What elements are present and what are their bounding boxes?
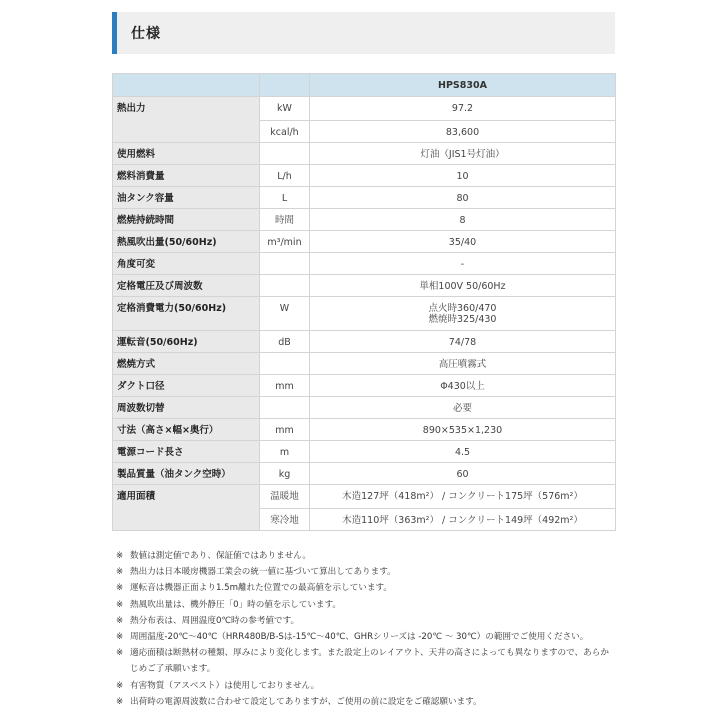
table-row <box>113 165 616 187</box>
note-text: 出荷時の電源周波数に合わせて設定してありますが、ご使用の前に設定をご確認願います。 <box>130 696 482 707</box>
row-item-label: 運転音(50/60Hz) <box>113 331 260 353</box>
header-blank <box>260 74 310 97</box>
section-header <box>112 12 615 54</box>
row-item-label: 角度可変 <box>113 253 260 275</box>
table-row <box>113 375 616 397</box>
note-item <box>116 678 616 694</box>
row-unit: L/h <box>260 165 310 187</box>
table-header-row <box>113 74 616 97</box>
note-item <box>116 629 616 645</box>
row-item-label: 電源コード長さ <box>113 441 260 463</box>
note-text: 有害物質（アスベスト）は使用しておりません。 <box>130 680 320 691</box>
row-unit: 温暖地 <box>260 485 310 509</box>
table-row <box>113 253 616 275</box>
row-value: 35/40 <box>310 231 616 253</box>
row-unit: dB <box>260 331 310 353</box>
note-item <box>116 597 616 613</box>
note-mark: ※ <box>116 632 124 643</box>
row-item-label: 寸法（高さ×幅×奥行） <box>113 419 260 441</box>
note-item <box>116 613 616 629</box>
row-item-label: 定格消費電力(50/60Hz) <box>113 297 260 331</box>
note-mark: ※ <box>116 551 124 561</box>
note-text: 熱分布表は、周囲温度0℃時の参考値です。 <box>130 615 300 626</box>
value-line: 点火時360/470 <box>428 303 497 314</box>
note-mark: ※ <box>116 696 124 707</box>
value-line: 燃焼時325/430 <box>428 314 497 325</box>
row-value <box>310 297 616 331</box>
note-text: 数値は測定値であり、保証値ではありません。 <box>130 551 311 561</box>
row-unit <box>260 253 310 275</box>
table-row <box>113 231 616 253</box>
note-mark: ※ <box>116 599 124 610</box>
note-item <box>116 580 616 596</box>
table-row <box>113 397 616 419</box>
header-blank <box>113 74 260 97</box>
row-item-label: 燃焼持続時間 <box>113 209 260 231</box>
table-row <box>113 353 616 375</box>
row-value: 890×535×1,230 <box>310 419 616 441</box>
table-row <box>113 331 616 353</box>
section-title: 仕様 <box>131 26 161 42</box>
table-row <box>113 419 616 441</box>
row-item-label: 熱風吹出量(50/60Hz) <box>113 231 260 253</box>
row-unit: L <box>260 187 310 209</box>
row-unit: W <box>260 297 310 331</box>
row-unit: 時間 <box>260 209 310 231</box>
row-item-label: ダクト口径 <box>113 375 260 397</box>
row-value: 74/78 <box>310 331 616 353</box>
row-value: 4.5 <box>310 441 616 463</box>
row-value: Φ430以上 <box>310 375 616 397</box>
row-item-label: 油タンク容量 <box>113 187 260 209</box>
row-value: 8 <box>310 209 616 231</box>
table-row <box>113 209 616 231</box>
table-row <box>113 441 616 463</box>
row-item-label: 製品質量（油タンク空時） <box>113 463 260 485</box>
table-row <box>113 463 616 485</box>
row-unit: kW <box>260 97 310 121</box>
note-text: 周囲温度-20℃～40℃（HRR480B/B-Sは-15℃～40℃、GHRシリーズは -20℃ ～ 30℃）の範囲でご使用ください。 <box>130 632 589 643</box>
row-item-label: 適用面積 <box>113 485 260 531</box>
row-value: 10 <box>310 165 616 187</box>
row-unit: m <box>260 441 310 463</box>
row-value: 灯油（JIS1号灯油） <box>310 143 616 165</box>
row-value: 80 <box>310 187 616 209</box>
table-row <box>113 275 616 297</box>
note-mark: ※ <box>116 680 124 691</box>
note-text: 熱風吹出量は、機外静圧「0」時の値を示しています。 <box>130 599 342 610</box>
table-row <box>113 297 616 331</box>
note-mark: ※ <box>116 615 124 626</box>
table-row <box>113 97 616 121</box>
spec-table <box>112 73 616 531</box>
row-unit: mm <box>260 419 310 441</box>
row-value: 83,600 <box>310 121 616 143</box>
row-unit <box>260 275 310 297</box>
row-value: - <box>310 253 616 275</box>
notes-list <box>116 548 616 710</box>
row-value: 60 <box>310 463 616 485</box>
row-unit: kcal/h <box>260 121 310 143</box>
table-row <box>113 187 616 209</box>
row-unit <box>260 397 310 419</box>
row-value: 単相100V 50/60Hz <box>310 275 616 297</box>
row-item-label: 定格電圧及び周波数 <box>113 275 260 297</box>
note-item <box>116 645 616 677</box>
row-item-label: 熱出力 <box>113 97 260 143</box>
note-text: 適応面積は断熱材の種類、厚みにより変化します。また設定上のレイアウト、天井の高さによっても異なりますので、あらかじめご了承願います。 <box>130 648 609 675</box>
row-value: 97.2 <box>310 97 616 121</box>
row-unit: 寒冷地 <box>260 509 310 531</box>
table-row <box>113 143 616 165</box>
note-item <box>116 564 616 580</box>
row-value: 木造110坪（363m²） / コンクリート149坪（492m²） <box>310 509 616 531</box>
row-item-label: 燃料消費量 <box>113 165 260 187</box>
row-value: 高圧噴霧式 <box>310 353 616 375</box>
note-text: 熱出力は日本暖房機器工業会の統一値に基づいて算出してあります。 <box>130 567 396 578</box>
model-header: HPS830A <box>310 74 616 97</box>
note-mark: ※ <box>116 567 124 578</box>
note-mark: ※ <box>116 648 124 659</box>
row-item-label: 使用燃料 <box>113 143 260 165</box>
note-item <box>116 694 616 710</box>
row-unit <box>260 143 310 165</box>
row-unit: kg <box>260 463 310 485</box>
note-text: 運転音は機器正面より1.5m離れた位置での最高値を示しています。 <box>130 583 392 594</box>
row-value: 必要 <box>310 397 616 419</box>
note-item <box>116 548 616 564</box>
table-row <box>113 485 616 509</box>
row-item-label: 燃焼方式 <box>113 353 260 375</box>
row-unit <box>260 353 310 375</box>
row-value: 木造127坪（418m²） / コンクリート175坪（576m²） <box>310 485 616 509</box>
row-unit: mm <box>260 375 310 397</box>
row-unit: m³/min <box>260 231 310 253</box>
row-item-label: 周波数切替 <box>113 397 260 419</box>
note-mark: ※ <box>116 583 124 594</box>
